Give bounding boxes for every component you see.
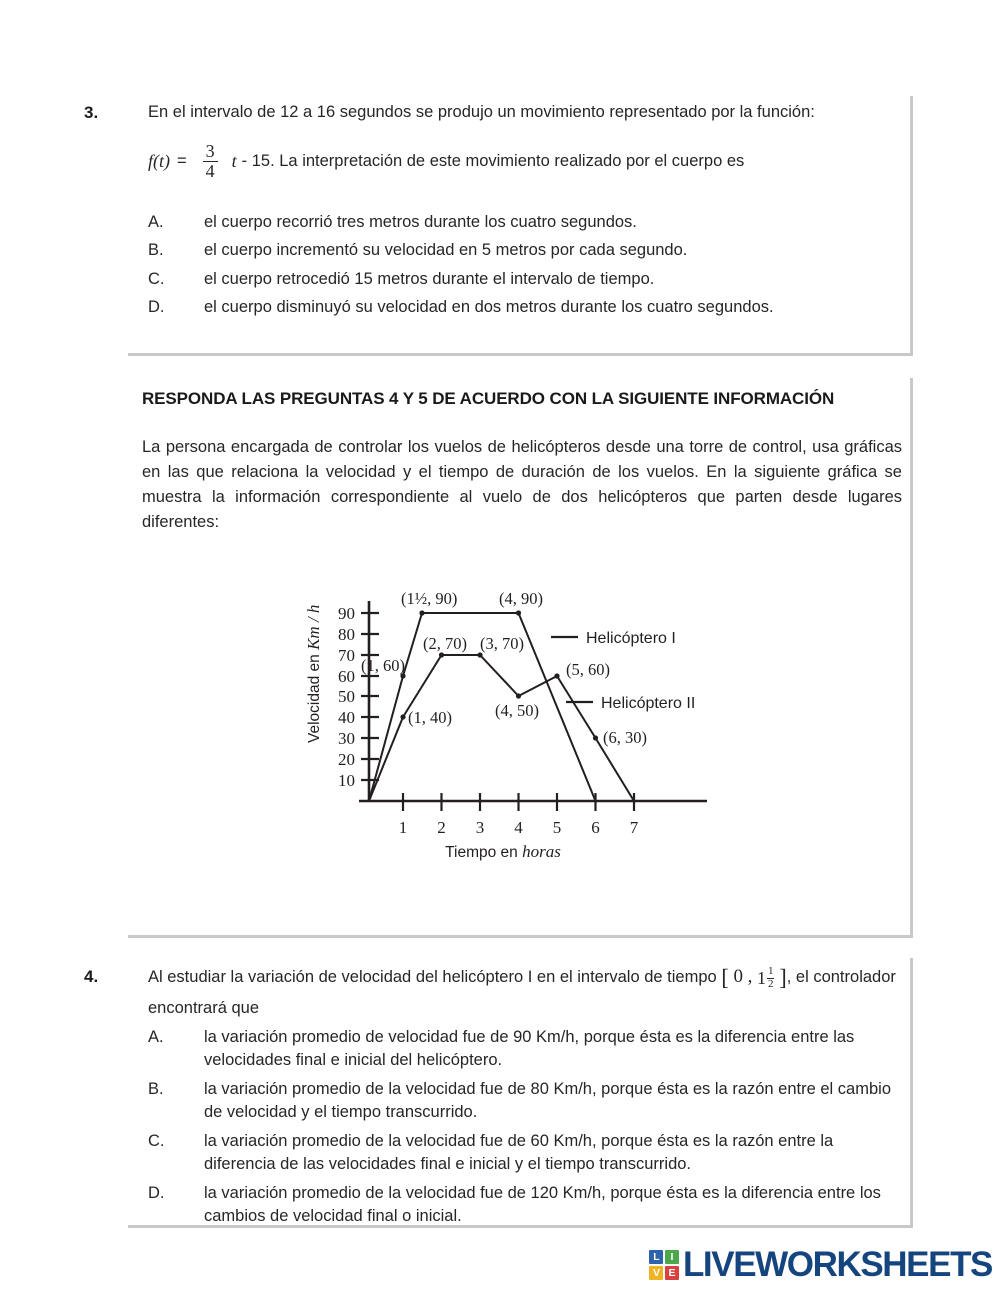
option-label: A. xyxy=(148,1028,164,1046)
chart-x-tick-labels xyxy=(399,818,639,837)
mixed-whole: 1 xyxy=(756,968,766,988)
svg-text:40: 40 xyxy=(338,708,355,727)
logo-cell-i: I xyxy=(665,1250,679,1264)
svg-text:70: 70 xyxy=(338,646,355,665)
option-row[interactable] xyxy=(148,268,908,291)
x-axis-label: Tiempo en horas xyxy=(445,842,561,861)
option-text: el cuerpo recorrió tres metros durante los cuatro segundos. xyxy=(204,213,637,231)
formula-variable: t xyxy=(231,150,237,171)
information-block xyxy=(128,378,913,938)
svg-text:20: 20 xyxy=(338,750,355,769)
mixed-denominator: 2 xyxy=(767,978,774,990)
question-3-stem: En el intervalo de 12 a 16 segundos se produjo un movimiento representado por la función: xyxy=(148,103,815,121)
formula-fraction xyxy=(203,142,218,181)
legend-label-2: Helicóptero II xyxy=(601,695,696,712)
logo-cell-l: L xyxy=(649,1250,663,1264)
chart-y-tick-labels xyxy=(338,604,355,790)
logo-wordmark: LIVEWORKSHEETS xyxy=(682,1245,992,1284)
question-4-stem-part2: , el controlador encontrará que xyxy=(148,968,896,1017)
option-text: el cuerpo retrocedió 15 metros durante el intervalo de tiempo. xyxy=(204,269,655,288)
option-label: C. xyxy=(148,1131,165,1150)
interval-close-bracket: ] xyxy=(779,965,787,990)
fraction-numerator: 3 xyxy=(205,141,215,161)
label-1-60: (1, 60) xyxy=(361,656,405,675)
option-text: la variación promedio de velocidad fue de 90 Km/h, porque ésta es la diferencia entre las velocidades final e inicial del helicóptero. xyxy=(204,1028,855,1070)
question-3-formula xyxy=(148,142,744,181)
svg-text:3: 3 xyxy=(475,818,485,837)
velocity-time-chart xyxy=(303,583,723,863)
svg-text:1: 1 xyxy=(398,818,408,837)
question-4-block xyxy=(128,958,913,1228)
question-3-options xyxy=(148,211,908,325)
label-1h-90: (1½, 90) xyxy=(401,589,458,608)
question-4-stem-part1: Al estudiar la variación de velocidad del helicóptero I en el intervalo de tiempo xyxy=(148,968,717,986)
formula-function-name: f(t) xyxy=(148,150,170,171)
option-text: el cuerpo incrementó su velocidad en 5 metros por cada segundo. xyxy=(204,241,688,260)
formula-equals: = xyxy=(177,151,187,170)
label-1-40: (1, 40) xyxy=(408,708,452,727)
label-4-50: (4, 50) xyxy=(495,701,539,720)
information-paragraph: La persona encargada de controlar los vuelos de helicópteros desde una torre de control, usa gráficas en las que relaciona la velocidad y el tiempo de duración de los vuelos. En la siguiente gráfica se muestra la información correspondiente al vuelo de dos helicópteros que parten desde lugares diferentes: xyxy=(142,438,902,532)
svg-text:90: 90 xyxy=(338,604,355,623)
svg-text:50: 50 xyxy=(338,687,355,706)
option-row[interactable] xyxy=(148,239,908,262)
option-row[interactable] xyxy=(148,296,908,319)
information-title: RESPONDA LAS PREGUNTAS 4 Y 5 DE ACUERDO CON LA SIGUIENTE INFORMACIÓN xyxy=(142,389,835,408)
svg-text:2: 2 xyxy=(437,818,446,837)
option-row[interactable] xyxy=(148,1078,908,1125)
legend-label-1: Helicóptero I xyxy=(586,630,676,647)
label-2-70: (2, 70) xyxy=(423,634,467,653)
fraction-denominator: 4 xyxy=(203,161,218,181)
question-3-number: 3. xyxy=(84,103,99,122)
svg-text:6: 6 xyxy=(591,818,600,837)
option-text: el cuerpo disminuyó su velocidad en dos metros durante los cuatro segundos. xyxy=(204,298,774,317)
y-axis-label: Velocidad en Km / h xyxy=(304,604,323,743)
option-label: A. xyxy=(148,213,164,231)
option-label: D. xyxy=(148,1183,165,1202)
option-row[interactable] xyxy=(148,211,908,234)
interval-open-bracket: [ xyxy=(721,965,729,990)
option-label: B. xyxy=(148,1079,164,1098)
svg-text:5: 5 xyxy=(552,818,562,837)
question-4-stem xyxy=(148,961,906,1020)
interval-separator: , xyxy=(747,966,753,987)
label-3-70: (3, 70) xyxy=(480,634,524,653)
mixed-numerator: 1 xyxy=(767,965,774,978)
logo-cell-v: V xyxy=(649,1266,663,1280)
interval-upper-bound xyxy=(757,965,775,992)
option-row[interactable] xyxy=(148,1026,908,1073)
svg-text:60: 60 xyxy=(338,667,355,686)
svg-text:10: 10 xyxy=(338,771,355,790)
svg-text:80: 80 xyxy=(338,625,355,644)
label-5-60: (5, 60) xyxy=(566,660,610,679)
liveworksheets-logo[interactable] xyxy=(649,1245,992,1285)
option-text: la variación promedio de la velocidad fue de 60 Km/h, porque ésta es la razón entre la diferencia de las velocidades final e inicial y el tiempo transcurrido. xyxy=(204,1131,834,1174)
formula-rest: - 15. La interpretación de este movimiento realizado por el cuerpo es xyxy=(241,151,745,170)
svg-text:4: 4 xyxy=(514,818,523,837)
option-label: B. xyxy=(148,241,164,260)
option-label: C. xyxy=(148,269,165,288)
logo-cell-e: E xyxy=(665,1266,679,1280)
question-4-options xyxy=(148,1026,908,1233)
question-3-block xyxy=(128,96,913,356)
option-text: la variación promedio de la velocidad fue de 80 Km/h, porque ésta es la razón entre el cambio de velocidad y el tiempo transcurrido. xyxy=(204,1079,891,1122)
svg-text:30: 30 xyxy=(338,729,355,748)
mixed-fraction xyxy=(767,966,775,990)
logo-squares-icon xyxy=(649,1250,679,1280)
svg-text:7: 7 xyxy=(629,818,639,837)
chart-svg xyxy=(303,583,723,863)
label-6-30: (6, 30) xyxy=(603,728,647,747)
option-row[interactable] xyxy=(148,1182,908,1229)
label-4-90: (4, 90) xyxy=(499,589,543,608)
option-text: la variación promedio de la velocidad fue de 120 Km/h, porque ésta es la diferencia entre los cambios de velocidad final o inicial. xyxy=(204,1183,881,1225)
question-4-number: 4. xyxy=(84,967,99,986)
interval-lower-bound: 0 xyxy=(733,966,744,987)
option-row[interactable] xyxy=(148,1130,908,1177)
option-label: D. xyxy=(148,298,165,317)
